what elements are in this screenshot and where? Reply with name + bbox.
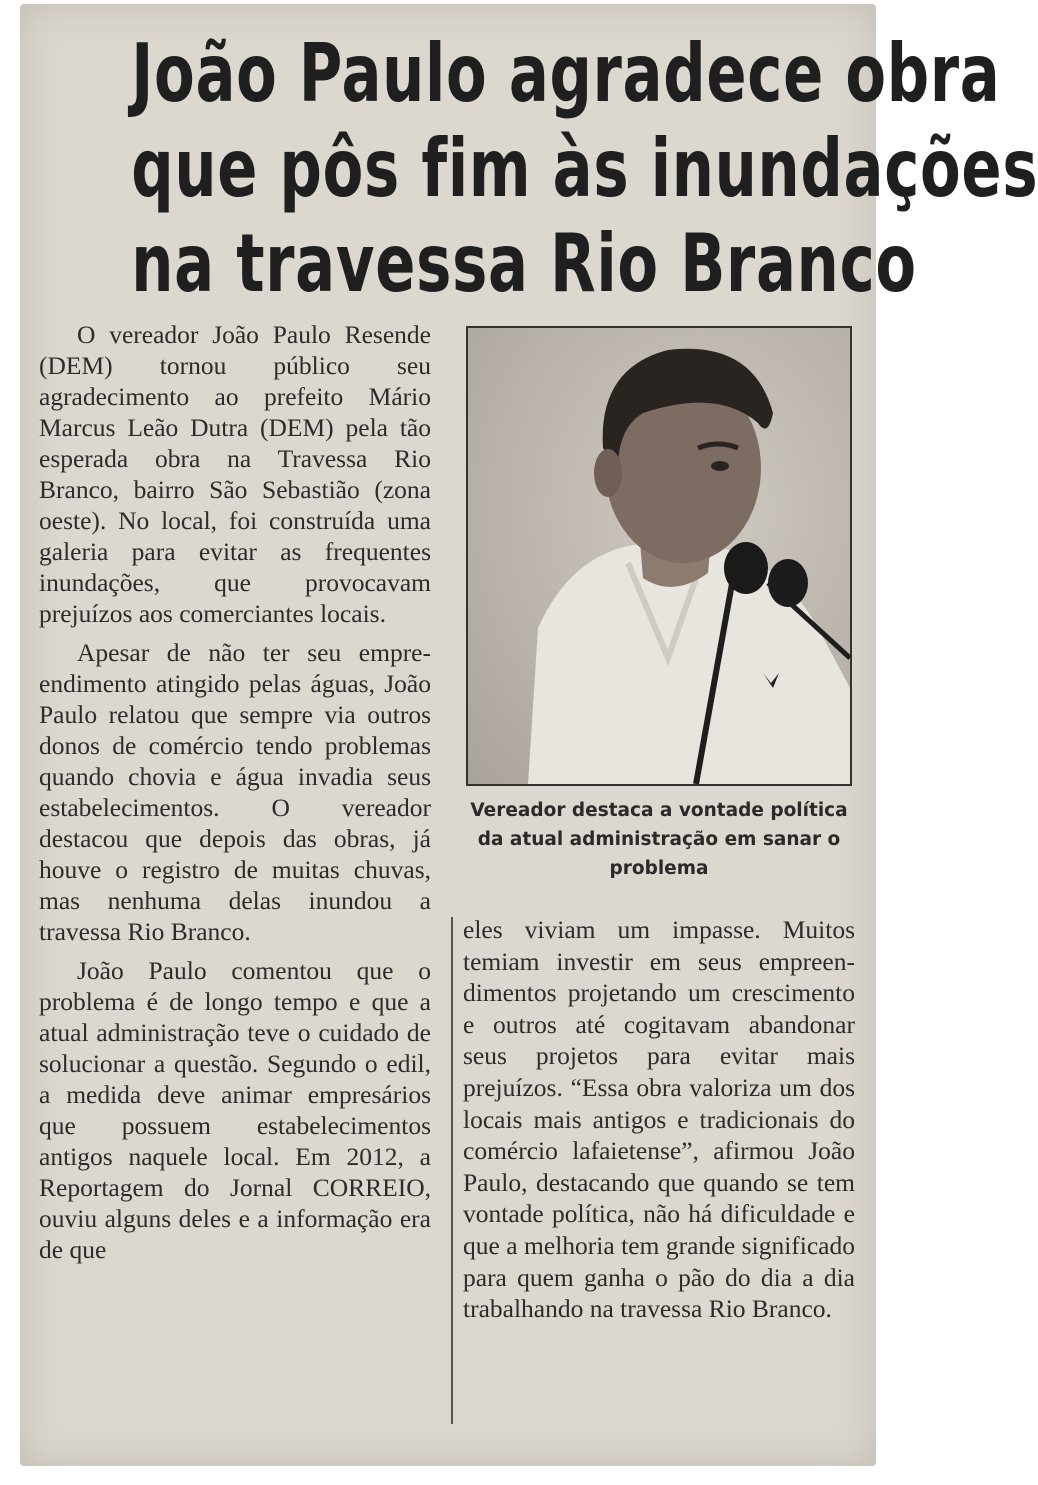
paragraph-1: O vereador João Paulo Resende (DEM) tornou público seu agradecimento ao prefeito Mário Marcus Leão Dutra (DEM) pela tão esperada obra na Travessa Rio Branco, bairro São Sebastião (zona oeste). No local, foi construída uma galeria para evitar as frequentes inundações, que provocavam prejuízos aos comerciantes locais.: [39, 320, 431, 628]
ear-shape: [594, 449, 622, 497]
headline-line-3: na travessa Rio Branco: [131, 217, 917, 310]
headline-line-1: João Paulo agradece obra: [131, 27, 1001, 120]
headline: [131, 26, 1038, 311]
newspaper-clipping: [20, 4, 1038, 1466]
paragraph-2: Apesar de não ter seu empreendimento atingido pelas águas, João Paulo relatou que sempre via outros donos de comércio tendo problemas quando chovia e água invadia seus estabelecimentos. O vereador destacou que depois das obras, já houve o registro de muitas chuvas, mas nenhuma delas inundou a travessa Rio Branco.: [39, 638, 431, 946]
councilman-portrait-image: [468, 328, 850, 784]
eye-shape: [711, 461, 729, 471]
paragraph-4: eles viviam um impasse. Muitos temiam investir em seus empreendimentos projetando um crescimento e outros até cogitavam abandonar seus projetos para evitar mais prejuízos. “Essa obra valoriza um dos locais mais antigos e tradicionais do comércio lafaietense”, afirmou João Paulo, destacando que quando se tem vontade política, não há dificuldade e que a melhoria tem grande significado para quem ganha o pão do dia a dia trabalhando na travessa Rio Branco.: [463, 915, 855, 1324]
photo-caption: Vereador destaca a vontade política da atual administração em sanar o problema: [470, 800, 848, 879]
column-divider: [451, 917, 453, 1424]
microphone-icon: [724, 542, 768, 594]
right-column: [463, 914, 855, 1333]
councilman-photo: [466, 326, 852, 786]
headline-line-2: que pôs fim às inundações: [131, 122, 1038, 215]
second-microphone-icon: [768, 559, 808, 607]
left-column: [39, 319, 431, 1273]
paragraph-3: João Paulo comentou que o problema é de longo tempo e que a atual administração teve o cuidado de solucionar a questão. Segundo o edil, a medida deve animar empresários que possuem estabelecimentos antigos naquele local. Em 2012, a Reportagem do Jornal CORREIO, ouviu alguns deles e a informação era de que: [39, 956, 431, 1264]
